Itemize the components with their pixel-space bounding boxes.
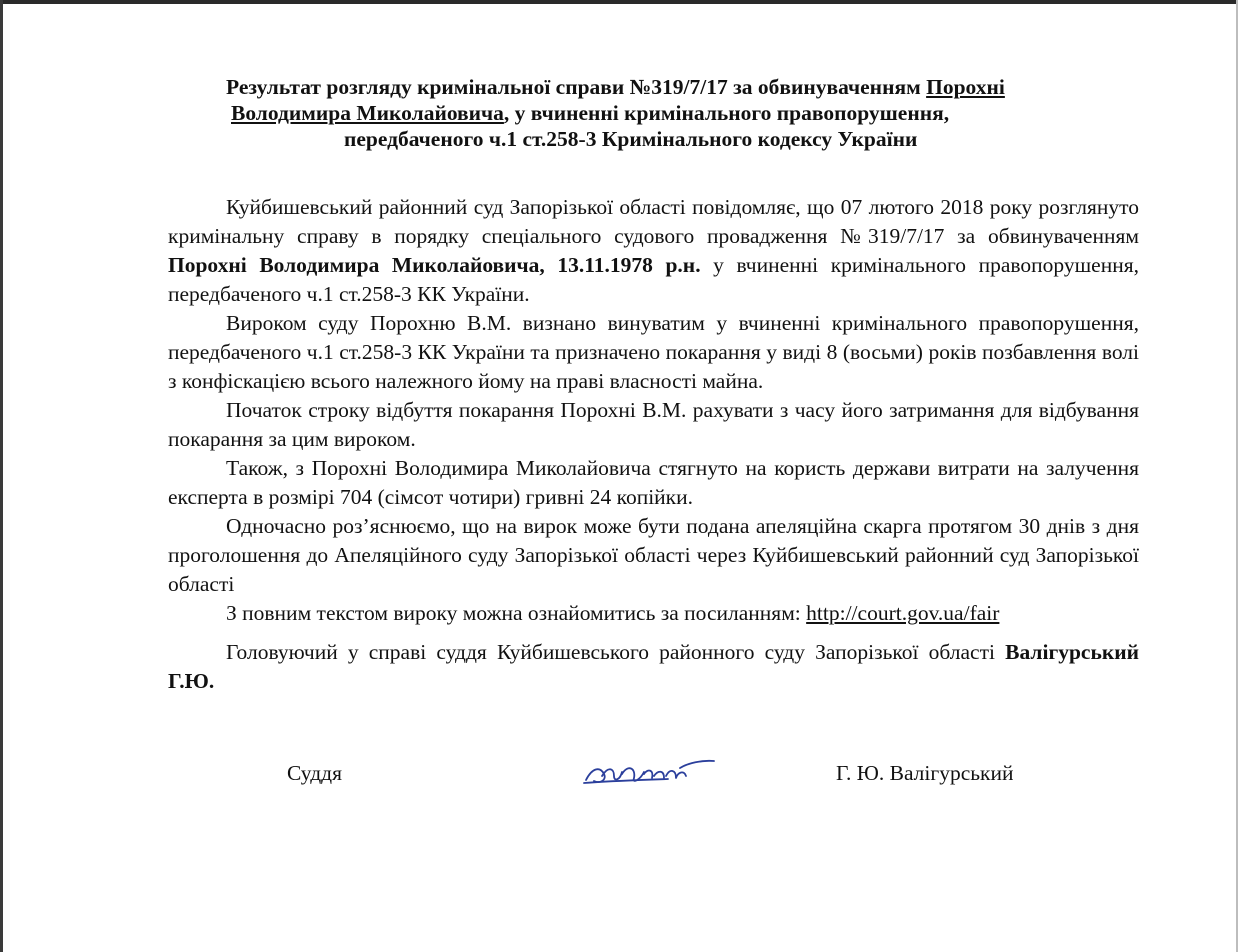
title-line-1 xyxy=(200,74,1160,100)
accused-given-names: Володимира Миколайовича xyxy=(231,101,504,125)
paragraph-appeal: Одночасно роз’яснюємо, що на вирок може бути подана апеляційна скарга протягом 30 днів з дня проголошення до Апеляційного суду Запорізької області через Куйбишевський районний суд Запорізької області xyxy=(168,514,1139,596)
scan-top-edge xyxy=(0,0,1238,4)
paragraph-text: у вчиненні кримінального правопорушення, передбаченого ч.1 ст.258-3 КК України. xyxy=(168,253,1139,306)
scan-left-edge xyxy=(0,0,3,952)
accused-name-bold: Порохні Володимира Миколайовича, 13.11.1978 р.н. xyxy=(168,253,701,277)
paragraph-expenses: Також, з Порохні Володимира Миколайовича стягнуто на користь держави витрати на залучення експерта в розмірі 704 (сімсот чотири) гривні 24 копійки. xyxy=(168,456,1139,509)
title-line-3: передбаченого ч.1 ст.258-3 Кримінального кодексу України xyxy=(344,127,918,151)
paragraph-text: З повним текстом вироку можна ознайомитись за посиланням: xyxy=(226,601,807,625)
title-text: , у вчиненні кримінального правопорушення, xyxy=(503,101,950,125)
document-body xyxy=(168,193,1139,696)
paragraph-sentence-start: Початок строку відбуття покарання Порохні В.М. рахувати з часу його затримання для відбування покарання за цим вироком. xyxy=(168,398,1139,451)
signature-label: Суддя xyxy=(287,761,342,785)
paragraph-text: Куйбишевський районний суд Запорізької області повідомляє, що 07 лютого 2018 року розглянуто кримінальну справу в порядку спеціального судового провадження №319/7/17 за обвинуваченням xyxy=(168,195,1139,248)
handwritten-signature xyxy=(580,754,720,790)
judge-name-bold: Валігурський Г.Ю. xyxy=(168,640,1139,693)
paragraph-verdict: Вироком суду Порохню В.М. визнано винуватим у вчиненні кримінального правопорушення, передбаченого ч.1 ст.258-3 КК України та призначено покарання у виді 8 (восьми) років позбавлення волі з конфіскацією всього належного йому на праві власності майна. xyxy=(168,311,1139,393)
paragraph-text: Головуючий у справі суддя Куйбишевського районного суду Запорізької області xyxy=(226,640,1006,664)
document-title xyxy=(200,74,1160,152)
judge-signature-name: Г. Ю. Валігурський xyxy=(836,761,1014,785)
full-text-link[interactable]: http://court.gov.ua/fair xyxy=(806,601,1000,625)
title-line-2 xyxy=(200,100,1160,126)
paragraph-full-text xyxy=(168,599,1139,628)
title-text: Результат розгляду кримінальної справи №319/7/17 за обвинуваченням xyxy=(226,75,927,99)
accused-surname: Порохні xyxy=(926,75,1005,99)
paragraph-court-notice xyxy=(168,193,1139,309)
paragraph-presiding-judge xyxy=(168,638,1139,696)
